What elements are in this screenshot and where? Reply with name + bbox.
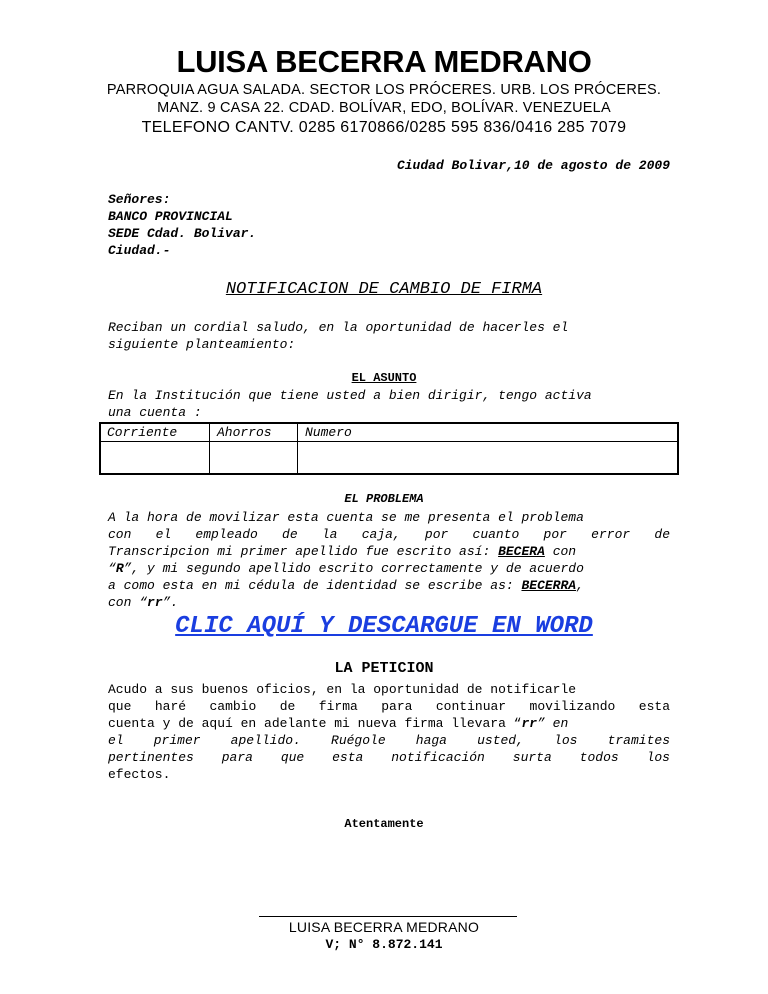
problema-text: , [576,578,584,593]
phone-line: TELEFONO CANTV. 0285 6170866/0285 595 836/0416 285 7079 [141,119,627,136]
recipient-bank: BANCO PROVINCIAL [108,209,233,224]
problema-text: con “ [108,595,148,610]
account-table [99,422,679,475]
problema-text: con [544,544,577,559]
recipient-city: Ciudad.- [108,243,171,258]
problema-text: Transcripcion mi primer apellido fue escrito así: [108,544,499,559]
misspelled-surname: BECERA [498,544,545,559]
problema-line-3 [108,543,670,560]
correct-surname: BECERRA [521,578,577,593]
letter-date: Ciudad Bolivar,10 de agosto de 2009 [396,158,670,173]
letter-subject: NOTIFICACION DE CAMBIO DE FIRMA [225,280,543,299]
address-line-1: PARROQUIA AGUA SALADA. SECTOR LOS PRÓCERES. URB. LOS PRÓCERES. [106,82,662,98]
problema-text: “ [108,561,116,576]
asunto-line-2: una cuenta : [108,405,202,420]
peticion-line-2: que haré cambio de firma para continuar movilizando esta [108,699,670,714]
account-table-header-row [101,424,677,442]
recipient-branch: SEDE Cdad. Bolivar. [108,226,257,241]
problema-text: ”, y mi segundo apellido escrito correctamente y de acuerdo [123,561,584,576]
closing-atentamente: Atentamente [344,817,424,831]
problema-line-1: A la hora de movilizar esta cuenta se me presenta el problema [108,510,584,525]
header-ahorros: Ahorros [217,425,272,440]
problema-line-4 [108,560,670,577]
peticion-text: cuenta y de aquí en adelante mi nueva firma llevara “ [108,716,522,731]
peticion-heading: LA PETICION [334,660,434,677]
header-corriente: Corriente [107,425,178,440]
table-divider [209,424,210,473]
asunto-heading: EL ASUNTO [351,371,417,385]
problema-heading: EL PROBLEMA [344,492,424,506]
problema-text: ”. [162,595,179,610]
signature-line [259,916,517,917]
peticion-line-5: pertinentes para que esta notificación surta todos los [108,750,670,765]
greeting-line-1: Reciban un cordial saludo, en la oportunidad de hacerles el [108,320,569,335]
header-numero: Numero [305,425,352,440]
greeting-line-2: siguiente planteamiento: [108,337,296,352]
peticion-text: ” en [537,716,569,731]
problema-line-6 [108,594,670,611]
peticion-line-4: el primer apellido. Ruégole haga usted, los tramites [108,733,670,748]
peticion-line-3 [108,715,670,732]
sender-name-title: LUISA BECERRA MEDRANO [176,44,592,79]
problema-text: a como esta en mi cédula de identidad se escribe as: [108,578,522,593]
signature-id-number: V; N° 8.872.141 [325,937,443,952]
recipient-salutation: Señores: [108,192,171,207]
address-line-2: MANZ. 9 CASA 22. CDAD. BOLÍVAR, EDO, BOLÍVAR. VENEZUELA [157,100,611,116]
letter-r: R [115,561,124,576]
peticion-line-1: Acudo a sus buenos oficios, en la oportunidad de notificarle [108,682,577,697]
letters-rr: rr [147,595,163,610]
signature-name: LUISA BECERRA MEDRANO [288,919,480,935]
download-word-link[interactable]: CLIC AQUÍ Y DESCARGUE EN WORD [175,613,593,640]
asunto-line-1: En la Institución que tiene usted a bien dirigir, tengo activa [108,388,592,403]
peticion-line-6: efectos. [108,767,171,782]
problema-line-5 [108,577,670,594]
letters-rr: rr [521,716,538,731]
problema-line-2: con el empleado de la caja, por cuanto por error de [108,527,670,542]
table-divider [297,424,298,473]
